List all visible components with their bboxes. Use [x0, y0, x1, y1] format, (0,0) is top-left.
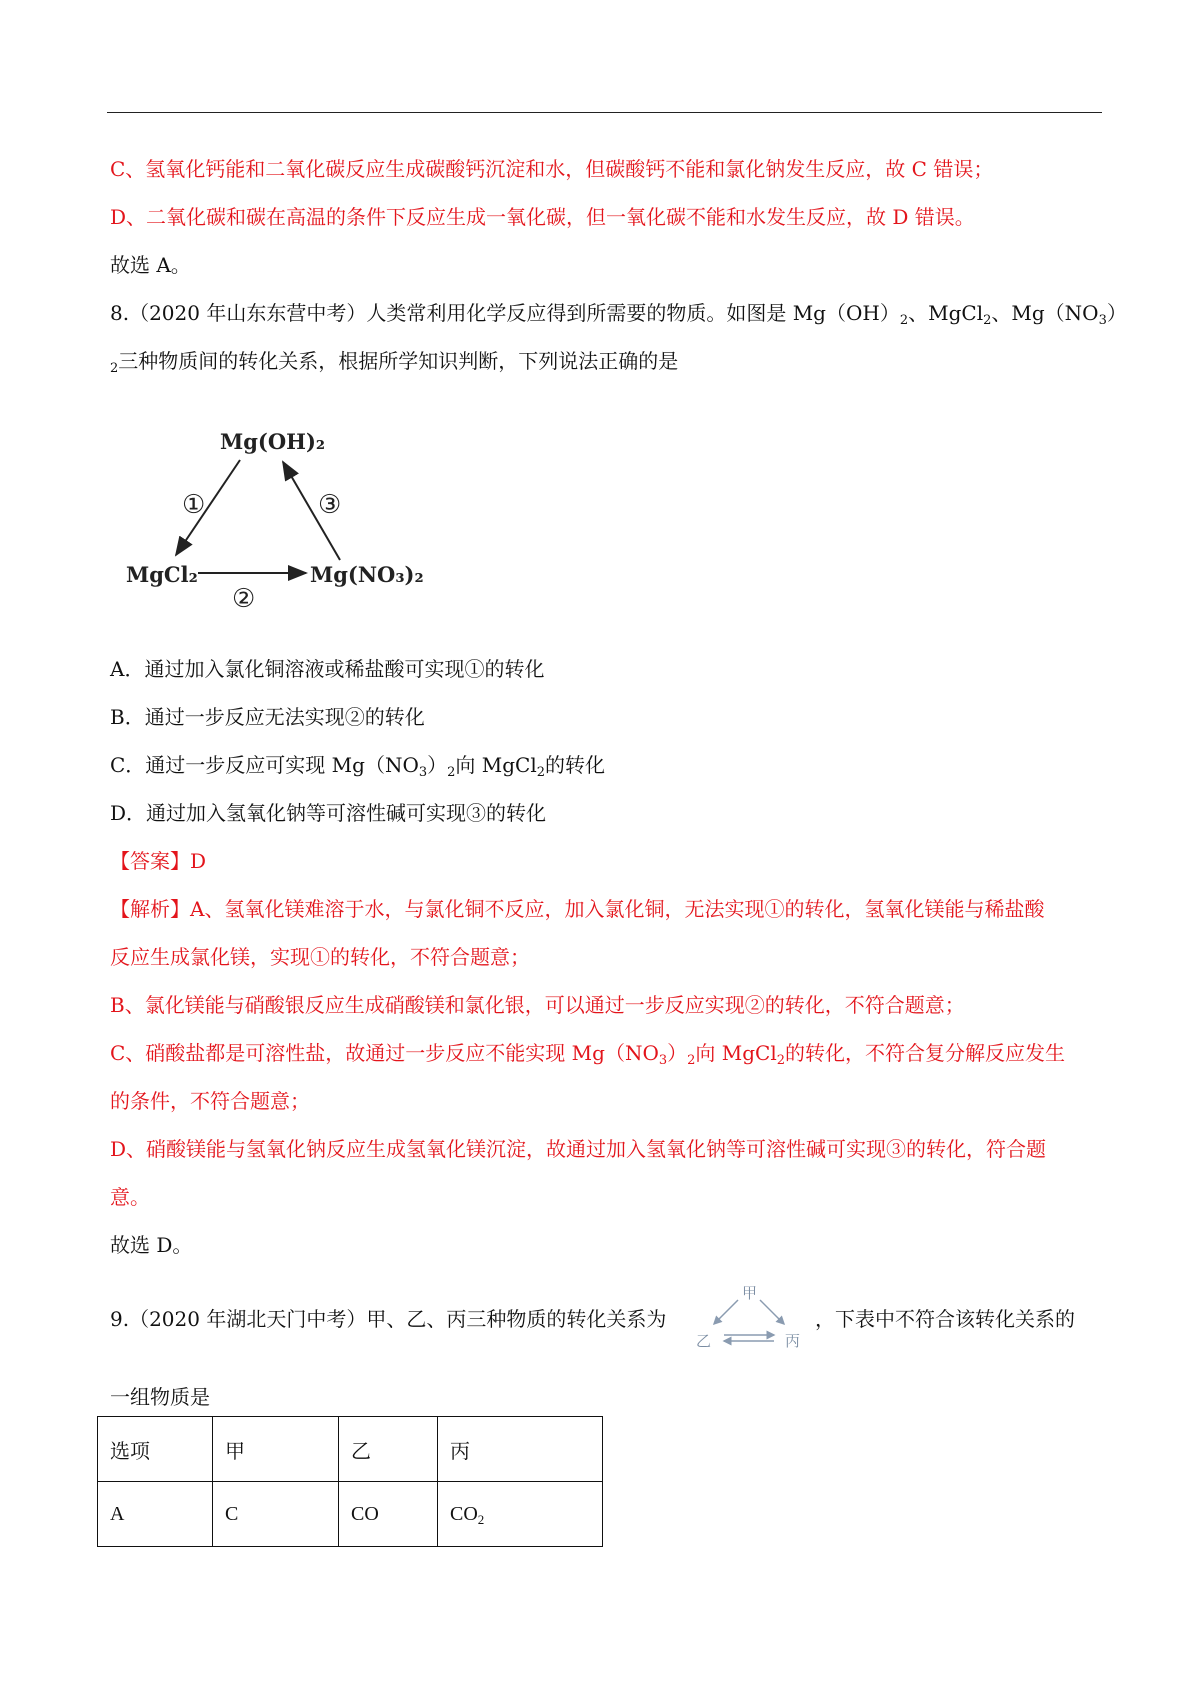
table-cell: A	[98, 1482, 213, 1547]
prev-explanation-d: D、二氧化碳和碳在高温的条件下反应生成一氧化碳，但一氧化碳不能和水发生反应，故 D 错误。	[110, 205, 975, 229]
node-mgno32: Mg(NO₃)₂	[310, 562, 424, 587]
q9-stem-part3: 一组物质是	[110, 1385, 210, 1409]
mini-node-jia: 甲	[742, 1284, 758, 1302]
table-header-row	[98, 1417, 603, 1482]
label-1: ①	[182, 490, 206, 520]
q8-explanation-c2: 的条件，不符合题意；	[110, 1089, 310, 1113]
prev-explanation-c: C、氢氧化钙能和二氧化碳反应生成碳酸钙沉淀和水，但碳酸钙不能和氯化钠发生反应，故 C 错误；	[110, 157, 994, 181]
table-cell: C	[213, 1482, 339, 1547]
table-cell: 乙	[339, 1417, 438, 1482]
table-row	[98, 1482, 603, 1547]
q8-explanation-d2: 意。	[110, 1185, 150, 1209]
prev-conclusion: 故选 A。	[110, 253, 191, 277]
label-2: ②	[232, 584, 256, 610]
mini-node-yi: 乙	[696, 1332, 712, 1350]
q9-options-table	[97, 1416, 603, 1547]
table-cell: CO	[339, 1482, 438, 1547]
table-cell: 丙	[438, 1417, 603, 1482]
table-cell: $CO_2$	[438, 1482, 603, 1547]
node-mgcl2: MgCl₂	[126, 562, 198, 587]
q8-option-b: B．通过一步反应无法实现②的转化	[110, 705, 425, 729]
q8-explanation-d1: D、硝酸镁能与氢氧化钠反应生成氢氧化镁沉淀，故通过加入氢氧化钠等可溶性碱可实现③的转化，符合题	[110, 1137, 1047, 1161]
table-cell: 甲	[213, 1417, 339, 1482]
q8-option-c: C．通过一步反应可实现 $Mg(NO_3)_2$向 MgCl$_2$的转化	[110, 753, 606, 780]
q8-stem-line1: 8.（2020 年山东东营中考）人类常利用化学反应得到所需要的物质。如图是 $Mg(OH)_2$、MgCl$_2$、$Mg(NO_3)$	[110, 301, 1127, 328]
header-rule	[107, 112, 1102, 113]
q8-explanation-a2: 反应生成氯化镁，实现①的转化，不符合题意；	[110, 945, 530, 969]
q8-answer: 【答案】D	[110, 849, 207, 873]
q8-explanation-b: B、氯化镁能与硝酸银反应生成硝酸镁和氯化银，可以通过一步反应实现②的转化，不符合题意；	[110, 993, 965, 1017]
q8-option-d: D．通过加入氢氧化钠等可溶性碱可实现③的转化	[110, 801, 547, 825]
q9-stem-part2: ，下表中不符合该转化关系的	[815, 1307, 1075, 1331]
q8-stem-line2: $_2$三种物质间的转化关系，根据所学知识判断，下列说法正确的是	[110, 349, 679, 376]
mini-conversion-diagram	[690, 1280, 810, 1350]
q8-explanation-c1: C、硝酸盐都是可溶性盐，故通过一步反应不能实现 $Mg(NO_3)_2$向 MgCl$_2$的转化，不符合复分解反应发生	[110, 1041, 1066, 1068]
q9-stem-part1: 9.（2020 年湖北天门中考）甲、乙、丙三种物质的转化关系为	[110, 1307, 667, 1331]
table-cell: 选项	[98, 1417, 213, 1482]
label-3: ③	[318, 490, 342, 520]
q8-conclusion: 故选 D。	[110, 1233, 193, 1257]
q8-option-a: A．通过加入氯化铜溶液或稀盐酸可实现①的转化	[110, 657, 545, 681]
conversion-diagram	[120, 415, 430, 610]
mini-node-bing: 丙	[785, 1332, 801, 1350]
q8-explanation-a1: 【解析】A、氢氧化镁难溶于水，与氯化铜不反应，加入氯化铜，无法实现①的转化，氢氧化镁能与稀盐酸	[110, 897, 1045, 921]
node-mgoh2: Mg(OH)₂	[220, 429, 326, 454]
